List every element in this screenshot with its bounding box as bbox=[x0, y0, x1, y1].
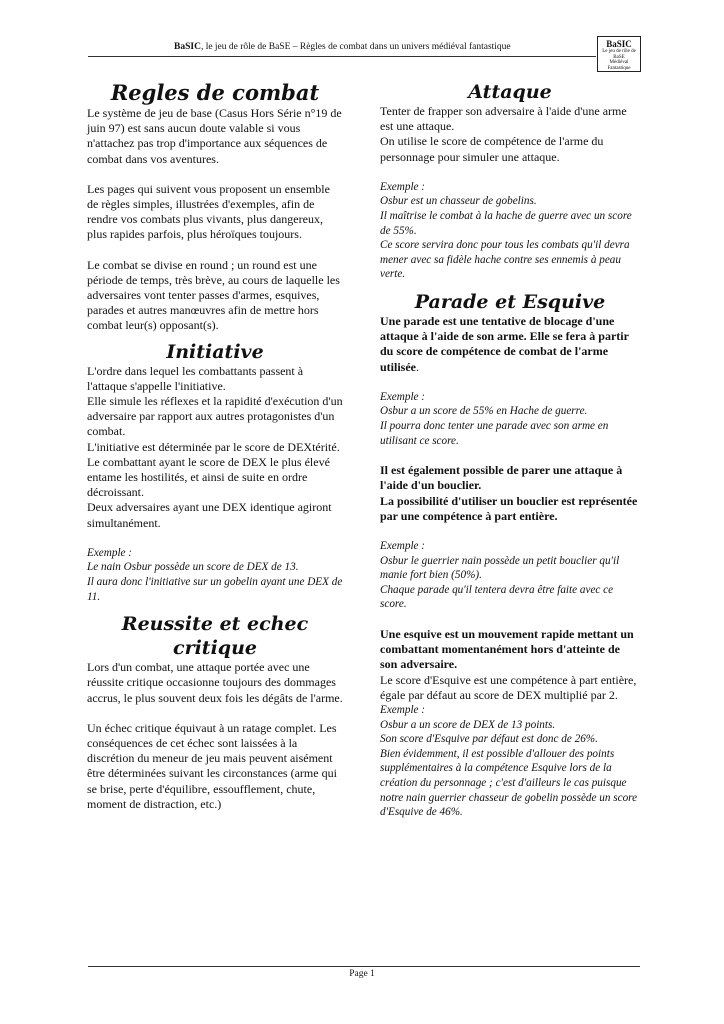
example-line: Il maîtrise le combat à la hache de guerre avec un score de 55%. bbox=[380, 210, 632, 237]
intro-paragraph: Les pages qui suivent vous proposent un ensemble de règles simples, illustrées d'exemples, afin de rendre vos combats plus vivants, plus dangereux, plus rapides parfois, plus héroïques toujours. bbox=[87, 181, 330, 242]
initiative-line: Elle simule les réflexes et la rapidité d'exécution d'un adversaire par rapport aux autres protagonistes d'un combat. bbox=[87, 394, 343, 439]
esquive-text: Le score d'Esquive est une compétence à part entière, égale par défaut au score de DEX multiplié par 2. bbox=[380, 672, 637, 702]
initiative-line: Deux adversaires ayant une DEX identique agiront simultanément. bbox=[87, 500, 332, 530]
parade-paragraph bbox=[380, 314, 640, 375]
parade-bold-text: Une parade est une tentative de blocage d'une attaque à l'aide de son arme. Elle se fera à partir du score de compétence de combat de l'arme utilisée bbox=[380, 313, 629, 374]
example-line: Il pourra donc tenter une parade avec son arme en utilisant ce score. bbox=[380, 419, 609, 447]
example-line: Osbur a un score de DEX de 13 points. bbox=[380, 718, 556, 731]
bouclier-line: Il est également possible de parer une attaque à l'aide d'un bouclier. bbox=[380, 463, 623, 493]
example-line: Osbur a un score de 55% en Hache de guerre. bbox=[380, 405, 588, 418]
logo-line: Fantastique bbox=[607, 65, 631, 71]
initiative-line: Le combattant ayant le score de DEX le plus élevé entame les hostilités, et ainsi de suite en ordre décroissant. bbox=[87, 454, 330, 500]
initiative-title: Initiative bbox=[166, 340, 264, 363]
example-label: Exemple : bbox=[380, 390, 426, 403]
parade-period: . bbox=[416, 359, 419, 374]
example-line: Osbur est un chasseur de gobelins. bbox=[380, 195, 537, 208]
example-line: Le nain Osbur possède un score de DEX de 13. bbox=[87, 561, 299, 574]
example-line: Son score d'Esquive par défaut est donc de 26%. bbox=[380, 733, 598, 746]
attaque-title: Attaque bbox=[468, 81, 552, 103]
esquive-bold-text: Une esquive est un mouvement rapide mettant un combattant momentanément hors d'atteinte de son adversaire. bbox=[380, 626, 634, 672]
reussite-paragraph: Un échec critique équivaut à un ratage complet. Les conséquences de cet échec sont laissées à la discrétion du meneur de jeu mais peuvent aisément être déterminées suivant les circonstances (arme qui se brise, perte d'équilibre, essoufflement, chute, moment de distraction, etc.) bbox=[87, 720, 337, 811]
page-number: Page 1 bbox=[349, 969, 375, 979]
example-line: Bien évidemment, il est possible d'allouer des points supplémentaires à la compétence Esquive lors de la création du personnage ; c'est d'ailleurs le cas puisque notre nain guerrier chasseur de gobelin possède un score d'Esquive de 46%. bbox=[380, 747, 638, 819]
left-column bbox=[87, 80, 343, 812]
footer-rule bbox=[88, 966, 640, 967]
header-text bbox=[174, 42, 511, 52]
parade-title: Parade et Esquive bbox=[414, 290, 606, 313]
example-label: Exemple : bbox=[87, 546, 133, 559]
example-label: Exemple : bbox=[380, 180, 426, 193]
attaque-line: On utilise le score de compétence de l'arme du personnage pour simuler une attaque. bbox=[380, 134, 604, 164]
example-line: Chaque parade qu'il tentera devra être faite avec ce score. bbox=[380, 583, 614, 611]
intro-paragraph: Le combat se divise en round ; un round est une période de temps, très brève, au cours de laquelle les adversaires vont tenter passes d'armes, esquives, parades et autres manœuvres afin de mettre hors combat leur(s) opposant(s). bbox=[87, 257, 340, 333]
example-label: Exemple : bbox=[380, 539, 426, 552]
header-rule bbox=[88, 56, 596, 57]
logo-line: Médiéval bbox=[609, 60, 629, 66]
bouclier-line: La possibilité d'utiliser un bouclier est représentée par une compétence à part entière. bbox=[380, 493, 638, 523]
example-line: Il aura donc l'initiative sur un gobelin ayant une DEX de 11. bbox=[87, 576, 343, 603]
header-brand: BaSIC bbox=[174, 42, 201, 52]
reussite-title: Reussite et echec critique bbox=[121, 613, 309, 660]
reussite-paragraph: Lors d'un combat, une attaque portée avec une réussite critique occasionne toujours des dommages accrus, le plus souvent deux fois les dégâts de l'arme. bbox=[87, 660, 343, 705]
main-title: Regles de combat bbox=[110, 80, 320, 105]
page-header bbox=[88, 40, 640, 60]
attaque-line: Tenter de frapper son adversaire à l'aide d'une arme est une attaque. bbox=[380, 104, 627, 134]
initiative-line: L'ordre dans lequel les combattants passent à l'attaque s'appelle l'initiative. bbox=[87, 363, 304, 393]
intro-paragraph: Le système de jeu de base (Casus Hors Série n°19 de juin 97) est sans aucun doute valable si vous n'attachez pas trop d'importance aux séquences de combat dans vos aventures. bbox=[87, 106, 342, 166]
example-line: Osbur le guerrier nain possède un petit bouclier qu'il manie fort bien (50%). bbox=[380, 554, 620, 582]
logo-title: BaSIC bbox=[606, 39, 632, 49]
logo-line: Le jeu de rôle de bbox=[602, 49, 636, 54]
header-subtitle: , le jeu de rôle de BaSE – Règles de combat dans un univers médiéval fantastique bbox=[200, 42, 511, 52]
right-column bbox=[380, 80, 640, 820]
example-line: Ce score servira donc pour tous les combats qu'il devra mener avec sa fidèle hache contre ses ennemis à peau verte. bbox=[380, 239, 630, 281]
logo-line: BaSE bbox=[613, 54, 625, 60]
example-label: Exemple : bbox=[380, 703, 426, 716]
basic-logo bbox=[597, 36, 641, 72]
initiative-line: L'initiative est déterminée par le score de DEXtérité. bbox=[87, 439, 340, 454]
